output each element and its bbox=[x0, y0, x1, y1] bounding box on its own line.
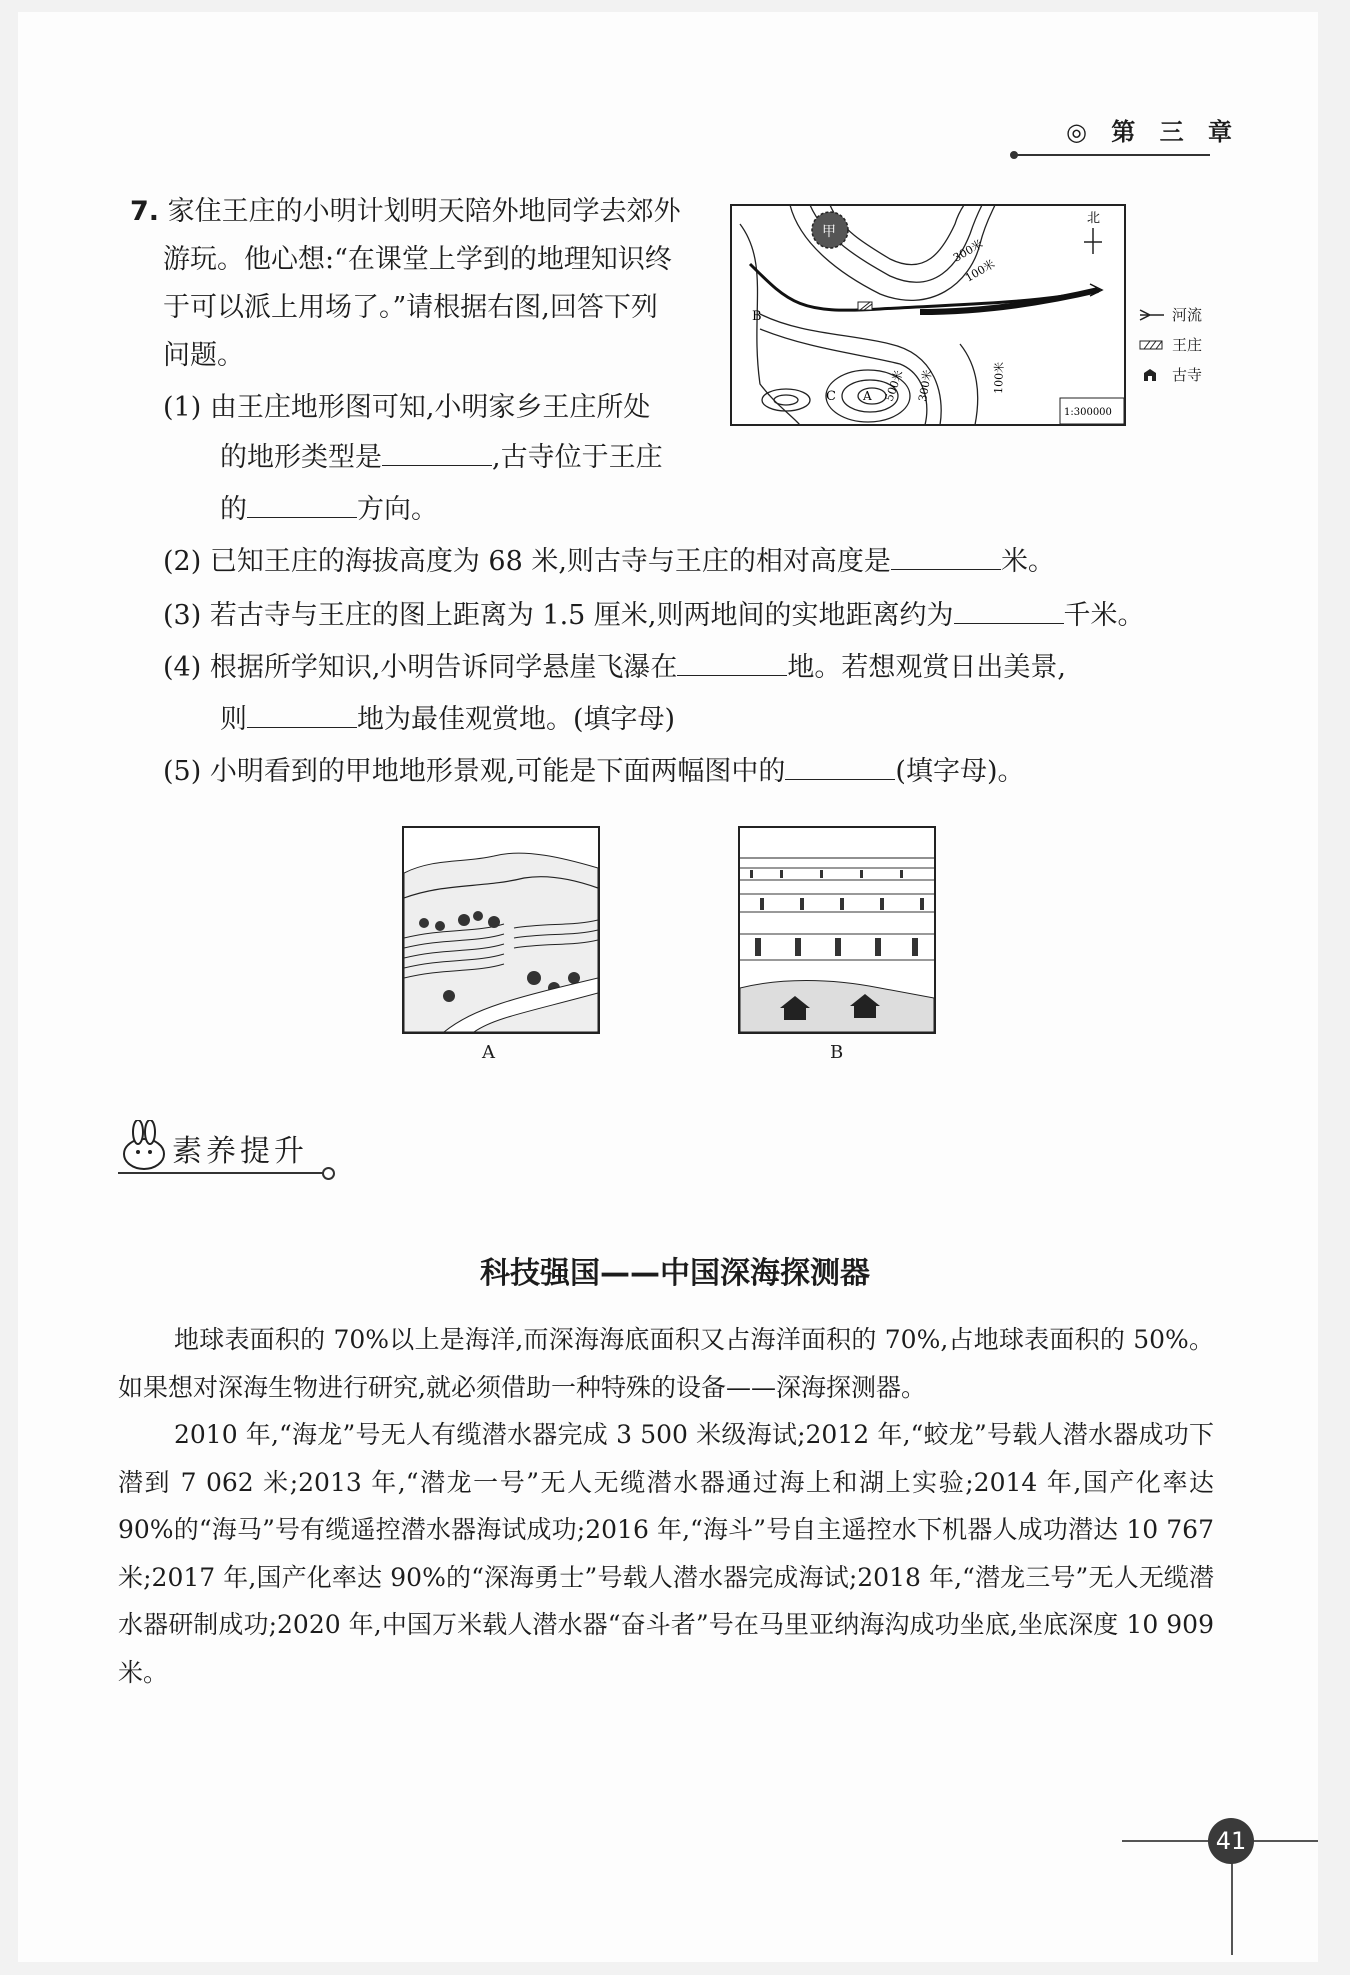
article-title: 科技强国——中国深海探测器 bbox=[480, 1256, 870, 1291]
page-number: 41 bbox=[1208, 1818, 1254, 1864]
part-2-text-a: (2) 已知王庄的海拔高度为 68 米,则古寺与王庄的相对高度是 bbox=[163, 546, 891, 577]
contour-label-100-right: 100米 bbox=[992, 361, 1007, 395]
landscape-figure-a bbox=[402, 826, 600, 1034]
answer-blank-sunrise[interactable] bbox=[247, 697, 357, 728]
tree-rows bbox=[750, 870, 924, 956]
intro-text-1: 家住王庄的小明计划明天陪外地同学去郊外 bbox=[167, 196, 681, 227]
figure-b-caption: B bbox=[830, 1042, 844, 1063]
label-a: A bbox=[863, 389, 872, 403]
section-underline-end bbox=[322, 1167, 335, 1180]
legend-label-village: 王庄 bbox=[1172, 336, 1203, 354]
part-1-text-b: 的地形类型是 bbox=[220, 442, 382, 473]
part-5 bbox=[163, 748, 1025, 796]
village-legend-icon bbox=[1138, 338, 1166, 352]
part-4-text-a: (4) 根据所学知识,小明告诉同学悬崖飞瀑在 bbox=[163, 652, 678, 683]
chapter-underline bbox=[1014, 154, 1210, 156]
part-5-text-b: (填字母)。 bbox=[895, 756, 1025, 787]
section-underline bbox=[118, 1172, 328, 1174]
contour-label-500: 500米 bbox=[882, 368, 906, 404]
temple-legend-icon bbox=[1138, 367, 1166, 383]
answer-blank-relative-height[interactable] bbox=[891, 539, 1001, 570]
question-intro-line-1 bbox=[130, 188, 681, 236]
part-2 bbox=[163, 538, 1055, 586]
part-1-text-e: 方向。 bbox=[357, 494, 438, 525]
legend-item-river bbox=[1138, 300, 1202, 330]
contour-label-100: 100米 bbox=[963, 257, 998, 285]
contour-label-300-bottom: 300米 bbox=[916, 368, 935, 403]
part-4-text-b: 地。若想观赏日出美景, bbox=[787, 652, 1067, 683]
answer-blank-terrain[interactable] bbox=[382, 435, 492, 466]
sky bbox=[740, 828, 934, 858]
answer-blank-direction[interactable] bbox=[247, 487, 357, 518]
legend-label-temple: 古寺 bbox=[1172, 366, 1203, 384]
part-2-text-b: 米。 bbox=[1000, 546, 1055, 577]
question-intro-line-4: 问题。 bbox=[163, 340, 244, 371]
part-1-text-c: ,古寺位于王庄 bbox=[492, 442, 663, 473]
rabbit-icon bbox=[118, 1120, 172, 1174]
north-label: 北 bbox=[1087, 211, 1101, 226]
foreground-field bbox=[740, 981, 934, 1033]
chapter-label: ◎ 第 三 章 bbox=[1065, 118, 1240, 146]
scale-label: 1:300000 bbox=[1064, 407, 1112, 418]
part-3 bbox=[163, 592, 1145, 640]
part-1-line-3 bbox=[220, 486, 438, 534]
part-1-text-d: 的 bbox=[220, 494, 247, 525]
answer-blank-distance[interactable] bbox=[954, 593, 1064, 624]
legend-item-village bbox=[1138, 330, 1202, 360]
landscape-figure-b bbox=[738, 826, 936, 1034]
answer-blank-landscape[interactable] bbox=[785, 749, 895, 780]
question-intro-line-3: 于可以派上用场了。”请根据右图,回答下列 bbox=[163, 292, 658, 323]
answer-blank-waterfall[interactable] bbox=[677, 645, 787, 676]
question-number: 7. bbox=[130, 196, 160, 227]
label-c: C bbox=[826, 389, 836, 404]
part-4-line-1 bbox=[163, 644, 1066, 692]
article-paragraph-2: 2010 年,“海龙”号无人有缆潜水器完成 3 500 米级海试;2012 年,“蛟龙”号载人潜水器成功下潜到 7 062 米;2013 年,“潜龙一号”无人无缆潜水器通过海上和湖上实验;2014 年,国产化率达 90%的“海马”号有缆遥控潜水器海试成功;2016 年,“海斗”号自主遥控水下机器人成功潜达 10 767 米;2017 年,国产化率达 90%的“深海勇士”号载人潜水器完成海试;2018 年,“潜龙三号”无人无缆潜水器研制成功;2020 年,中国万米载人潜水器“奋斗者”号在马里亚纳海沟成功坐底,坐底深度 10 909 米。 bbox=[118, 1420, 1214, 1687]
part-1-line-2 bbox=[220, 434, 663, 482]
part-4-line-2 bbox=[220, 696, 675, 744]
legend-label-river: 河流 bbox=[1172, 306, 1203, 324]
part-4-text-d: 地为最佳观赏地。(填字母) bbox=[357, 704, 676, 735]
contour-label-300: 300米 bbox=[951, 237, 986, 265]
map-legend bbox=[1138, 300, 1202, 390]
part-5-text-a: (5) 小明看到的甲地地形景观,可能是下面两幅图中的 bbox=[163, 756, 786, 787]
part-3-text-a: (3) 若古寺与王庄的图上距离为 1.5 厘米,则两地间的实地距离约为 bbox=[163, 600, 954, 631]
article-paragraph-1: 地球表面积的 70%以上是海洋,而深海海底面积又占海洋面积的 70%,占地球表面积的 50%。如果想对深海生物进行研究,就必须借助一种特殊的设备——深海探测器。 bbox=[118, 1325, 1214, 1402]
section-title: 素养提升 bbox=[172, 1134, 308, 1169]
question-intro-line-2: 游玩。他心想:“在课堂上学到的地理知识终 bbox=[163, 244, 672, 275]
part-1-line-1: (1) 由王庄地形图可知,小明家乡王庄所处 bbox=[163, 392, 651, 423]
figure-a-caption: A bbox=[482, 1042, 495, 1063]
part-4-text-c: 则 bbox=[220, 704, 247, 735]
label-b: B bbox=[752, 309, 762, 324]
legend-item-temple bbox=[1138, 360, 1202, 390]
river-legend-icon bbox=[1138, 308, 1166, 322]
topographic-map bbox=[730, 204, 1126, 426]
label-jia: 甲 bbox=[822, 224, 836, 240]
part-3-text-b: 千米。 bbox=[1063, 600, 1145, 631]
